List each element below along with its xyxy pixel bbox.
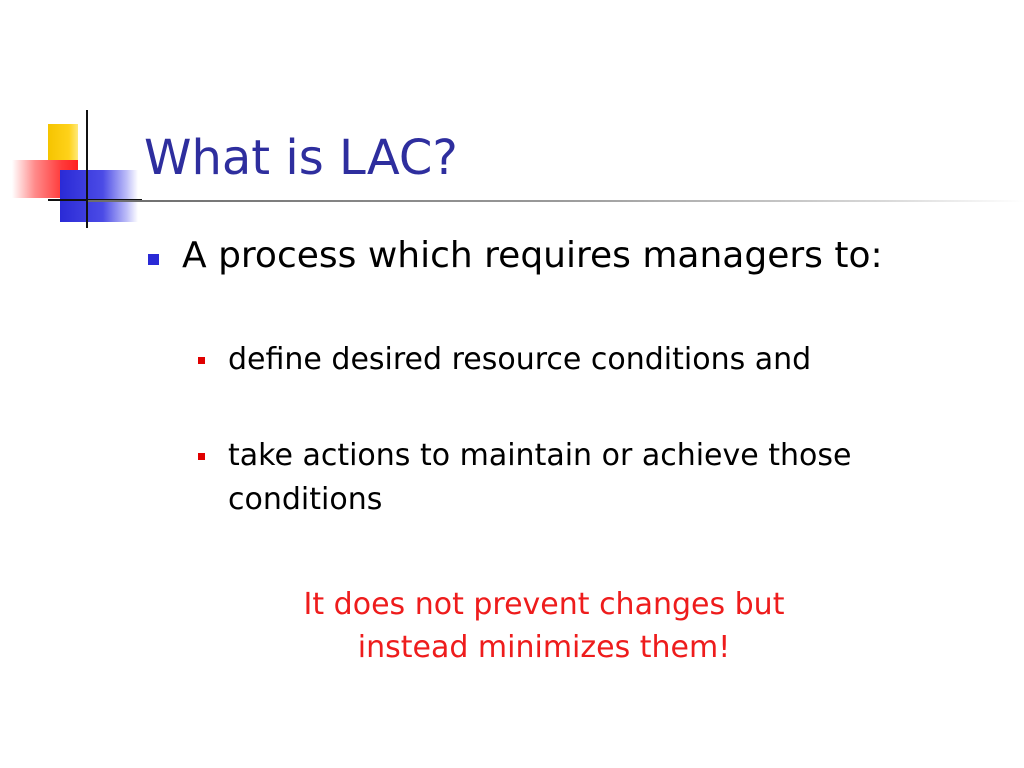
callout-text [170, 583, 918, 669]
bullet-text: A process which requires managers to: [182, 235, 883, 276]
sub-bullet-text: take actions to maintain or achieve those conditions [228, 438, 852, 517]
decorative-blue-block [60, 170, 138, 222]
slide-title: What is LAC? [144, 130, 458, 186]
callout-line-1: It does not prevent changes but [303, 587, 785, 622]
title-underline-rule [88, 200, 1024, 202]
red-square-bullet-icon [198, 357, 205, 364]
sub-bullet-text: define desired resource conditions and [228, 342, 812, 377]
decorative-vertical-line [86, 110, 88, 228]
blue-square-bullet-icon [148, 254, 159, 265]
callout-line-2: instead minimizes them! [357, 630, 731, 665]
red-square-bullet-icon [198, 453, 205, 460]
